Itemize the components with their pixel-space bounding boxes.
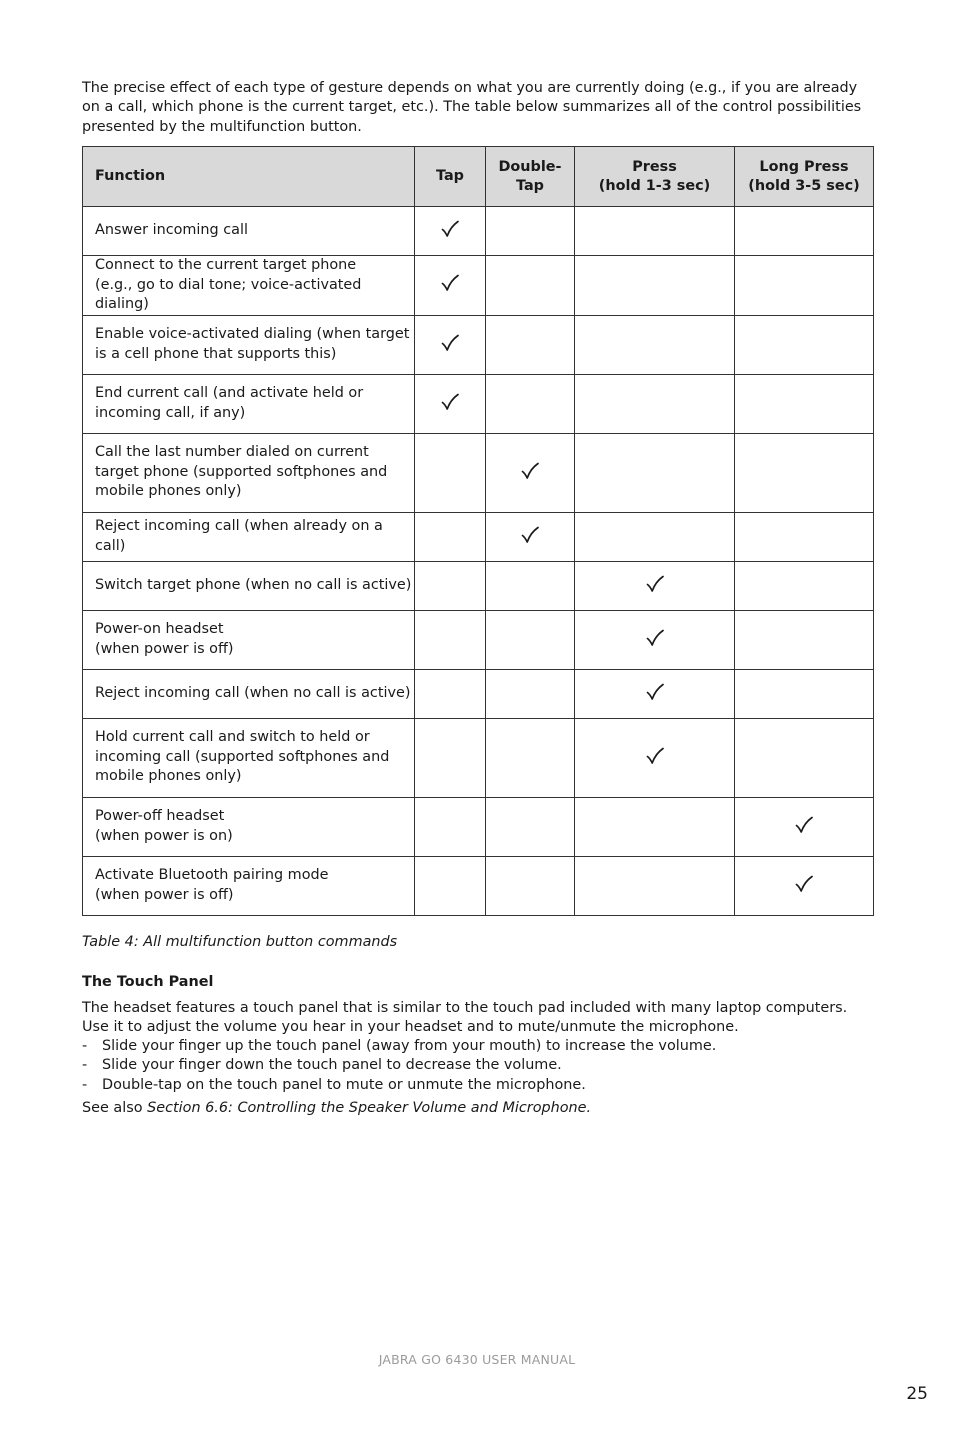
table-row bbox=[83, 669, 874, 718]
header-long-press: Long Press (hold 3-5 sec) bbox=[735, 147, 874, 207]
gesture-cell-long-press bbox=[735, 856, 874, 915]
checkmark-icon bbox=[645, 628, 665, 648]
checkmark-icon bbox=[794, 815, 814, 835]
gesture-cell-double-tap bbox=[486, 374, 575, 433]
function-cell: Enable voice-activated dialing (when target is a cell phone that supports this) bbox=[83, 315, 415, 374]
dash-bullet: - bbox=[82, 1057, 88, 1074]
function-cell: Power-on headset (when power is off) bbox=[83, 610, 415, 669]
touch-panel-paragraph: The headset features a touch panel that is similar to the touch pad included with many laptop computers. Use it to adjust the volume you hear in your headset and to mute/unmute the microphone. bbox=[82, 1000, 848, 1036]
gesture-cell-long-press bbox=[735, 256, 874, 316]
gesture-cell-press bbox=[575, 374, 735, 433]
gesture-cell-tap bbox=[415, 512, 486, 561]
function-cell: Call the last number dialed on current target phone (supported softphones and mobile phones only) bbox=[83, 433, 415, 512]
gesture-cell-tap bbox=[415, 207, 486, 256]
list-item: - Slide your finger up the touch panel (away from your mouth) to increase the volume. bbox=[82, 1037, 716, 1056]
table-row bbox=[83, 315, 874, 374]
gesture-cell-double-tap bbox=[486, 610, 575, 669]
checkmark-icon bbox=[440, 392, 460, 412]
table-row bbox=[83, 512, 874, 561]
dash-bullet: - bbox=[82, 1076, 88, 1093]
gesture-cell-double-tap bbox=[486, 856, 575, 915]
touch-panel-list bbox=[82, 1037, 716, 1095]
function-cell: Answer incoming call bbox=[83, 207, 415, 256]
intro-paragraph: The precise effect of each type of gesture depends on what you are currently doing (e.g., if you are already on a call, which phone is the current target, etc.). The table below summarizes all of the control possibilities presented by the multifunction button. bbox=[82, 80, 862, 135]
gesture-cell-double-tap bbox=[486, 256, 575, 316]
gesture-cell-tap bbox=[415, 797, 486, 856]
function-cell: Switch target phone (when no call is active) bbox=[83, 561, 415, 610]
table-row bbox=[83, 433, 874, 512]
section-title: The Touch Panel bbox=[82, 974, 214, 990]
gesture-cell-press bbox=[575, 207, 735, 256]
function-cell: Reject incoming call (when no call is active) bbox=[83, 669, 415, 718]
table-row bbox=[83, 718, 874, 797]
function-cell: Connect to the current target phone (e.g., go to dial tone; voice-activated dialing) bbox=[83, 256, 415, 316]
multifunction-button-table bbox=[82, 146, 874, 916]
gesture-cell-press bbox=[575, 856, 735, 915]
gesture-cell-press bbox=[575, 797, 735, 856]
gesture-cell-press bbox=[575, 315, 735, 374]
checkmark-icon bbox=[645, 682, 665, 702]
table-row bbox=[83, 374, 874, 433]
header-tap: Tap bbox=[415, 147, 486, 207]
gesture-cell-long-press bbox=[735, 433, 874, 512]
checkmark-icon bbox=[520, 525, 540, 545]
gesture-cell-long-press bbox=[735, 610, 874, 669]
gesture-cell-press bbox=[575, 256, 735, 316]
gesture-cell-press bbox=[575, 610, 735, 669]
gesture-cell-long-press bbox=[735, 797, 874, 856]
header-double-tap: Double- Tap bbox=[486, 147, 575, 207]
list-item: - Slide your finger down the touch panel to decrease the volume. bbox=[82, 1056, 716, 1075]
table-row bbox=[83, 561, 874, 610]
gesture-cell-long-press bbox=[735, 669, 874, 718]
gesture-cell-double-tap bbox=[486, 561, 575, 610]
gesture-cell-long-press bbox=[735, 374, 874, 433]
table-body bbox=[83, 207, 874, 916]
gesture-cell-long-press bbox=[735, 512, 874, 561]
gesture-cell-double-tap bbox=[486, 718, 575, 797]
table-row bbox=[83, 856, 874, 915]
gesture-cell-press bbox=[575, 669, 735, 718]
function-cell: Activate Bluetooth pairing mode (when power is off) bbox=[83, 856, 415, 915]
checkmark-icon bbox=[794, 874, 814, 894]
gesture-cell-long-press bbox=[735, 561, 874, 610]
table-row bbox=[83, 797, 874, 856]
gesture-cell-tap bbox=[415, 856, 486, 915]
gesture-cell-tap bbox=[415, 669, 486, 718]
gesture-cell-double-tap bbox=[486, 315, 575, 374]
gesture-cell-tap bbox=[415, 561, 486, 610]
gesture-cell-press bbox=[575, 433, 735, 512]
gesture-cell-long-press bbox=[735, 315, 874, 374]
function-cell: Power-off headset (when power is on) bbox=[83, 797, 415, 856]
table-row bbox=[83, 610, 874, 669]
table-row bbox=[83, 256, 874, 316]
table-caption: Table 4: All multifunction button commands bbox=[82, 934, 398, 950]
table-row bbox=[83, 207, 874, 256]
function-cell: Hold current call and switch to held or incoming call (supported softphones and mobile phones only) bbox=[83, 718, 415, 797]
see-also: See also Section 6.6: Controlling the Speaker Volume and Microphone. bbox=[82, 1100, 592, 1116]
gesture-cell-tap bbox=[415, 256, 486, 316]
function-cell: Reject incoming call (when already on a call) bbox=[83, 512, 415, 561]
gesture-cell-tap bbox=[415, 374, 486, 433]
section-reference[interactable]: Section 6.6: Controlling the Speaker Volume and Microphone. bbox=[147, 1100, 592, 1116]
gesture-cell-tap bbox=[415, 610, 486, 669]
checkmark-icon bbox=[645, 746, 665, 766]
function-cell: End current call (and activate held or incoming call, if any) bbox=[83, 374, 415, 433]
gesture-cell-double-tap bbox=[486, 512, 575, 561]
dash-bullet: - bbox=[82, 1038, 88, 1054]
gesture-cell-press bbox=[575, 512, 735, 561]
gesture-cell-double-tap bbox=[486, 669, 575, 718]
header-press: Press (hold 1-3 sec) bbox=[575, 147, 735, 207]
checkmark-icon bbox=[440, 273, 460, 293]
checkmark-icon bbox=[520, 461, 540, 481]
gesture-cell-tap bbox=[415, 433, 486, 512]
gesture-cell-tap bbox=[415, 718, 486, 797]
gesture-cell-press bbox=[575, 718, 735, 797]
gesture-cell-long-press bbox=[735, 207, 874, 256]
table-header-row bbox=[83, 147, 874, 207]
gesture-cell-double-tap bbox=[486, 433, 575, 512]
gesture-cell-double-tap bbox=[486, 797, 575, 856]
list-item: - Double-tap on the touch panel to mute or unmute the microphone. bbox=[82, 1076, 716, 1095]
page-number: 25 bbox=[906, 1384, 928, 1404]
footer-manual-title: JABRA GO 6430 USER MANUAL bbox=[378, 1352, 576, 1367]
gesture-cell-double-tap bbox=[486, 207, 575, 256]
checkmark-icon bbox=[645, 574, 665, 594]
checkmark-icon bbox=[440, 219, 460, 239]
gesture-cell-press bbox=[575, 561, 735, 610]
gesture-cell-tap bbox=[415, 315, 486, 374]
header-function: Function bbox=[83, 147, 415, 207]
checkmark-icon bbox=[440, 333, 460, 353]
gesture-cell-long-press bbox=[735, 718, 874, 797]
